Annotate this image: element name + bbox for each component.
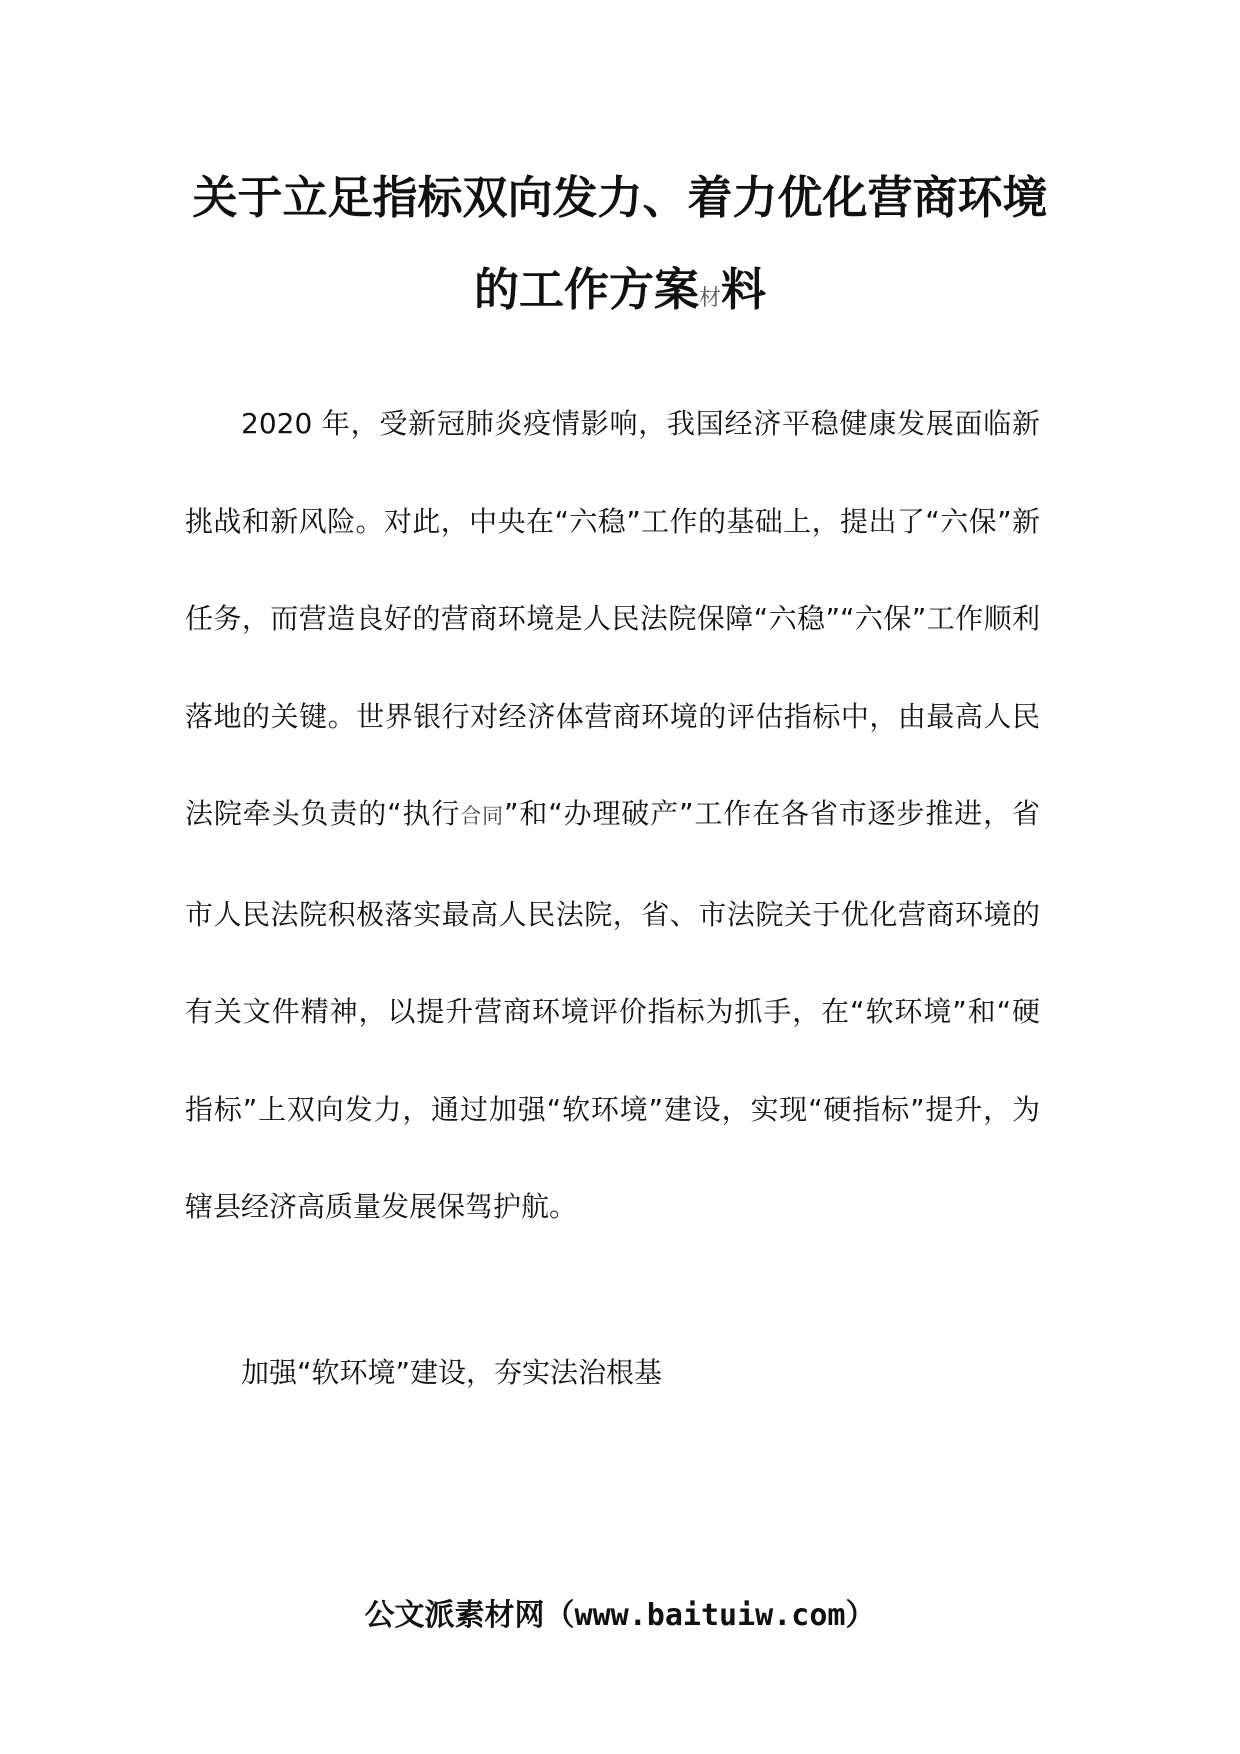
paragraph-intro (185, 375, 1040, 1256)
paragraph-intro-part-2: ”和“办理破产”工作在各省市逐步推进，省市人民法院积极落实最高人民法院，省、市法院关于优化营商环境的有关文件精神，以提升营商环境评价指标为抓手，在“软环境”和“硬指标”上双向发力，通过加强“软环境”建设，实现“硬指标”提升，为辖县经济高质量发展保驾护航。 (185, 797, 1040, 1223)
title-tag: 材 (698, 286, 721, 311)
paragraph-intro-part-1: 2020 年，受新冠肺炎疫情影响，我国经济平稳健康发展面临新挑战和新风险。对此，中央在“六稳”工作的基础上，提出了“六保”新任务，而营造良好的营商环境是人民法院保障“六稳”“六保”工作顺利落地的关键。世界银行对经济体营商环境的评估指标中，由最高人民法院牵头负责的“执行 (185, 407, 1040, 830)
footer-site-name: 公文派素材网 (364, 1598, 545, 1633)
title-main: 关于立足指标双向发力、着力优化营商环境的工作方案 (192, 171, 1048, 316)
paragraph-intro-inline-tag: 合同 (460, 804, 504, 828)
title-tail: 料 (721, 263, 767, 316)
footer-open-paren: （ (544, 1598, 575, 1633)
footer-watermark (0, 1590, 1240, 1634)
page-title (180, 152, 1060, 345)
section-subheading: 加强“软环境”建设，夯实法治根基 (241, 1356, 663, 1389)
footer-close-paren: ） (845, 1598, 876, 1633)
footer-url: www.baituiw.com (574, 1598, 846, 1633)
document-body (185, 375, 1040, 1256)
